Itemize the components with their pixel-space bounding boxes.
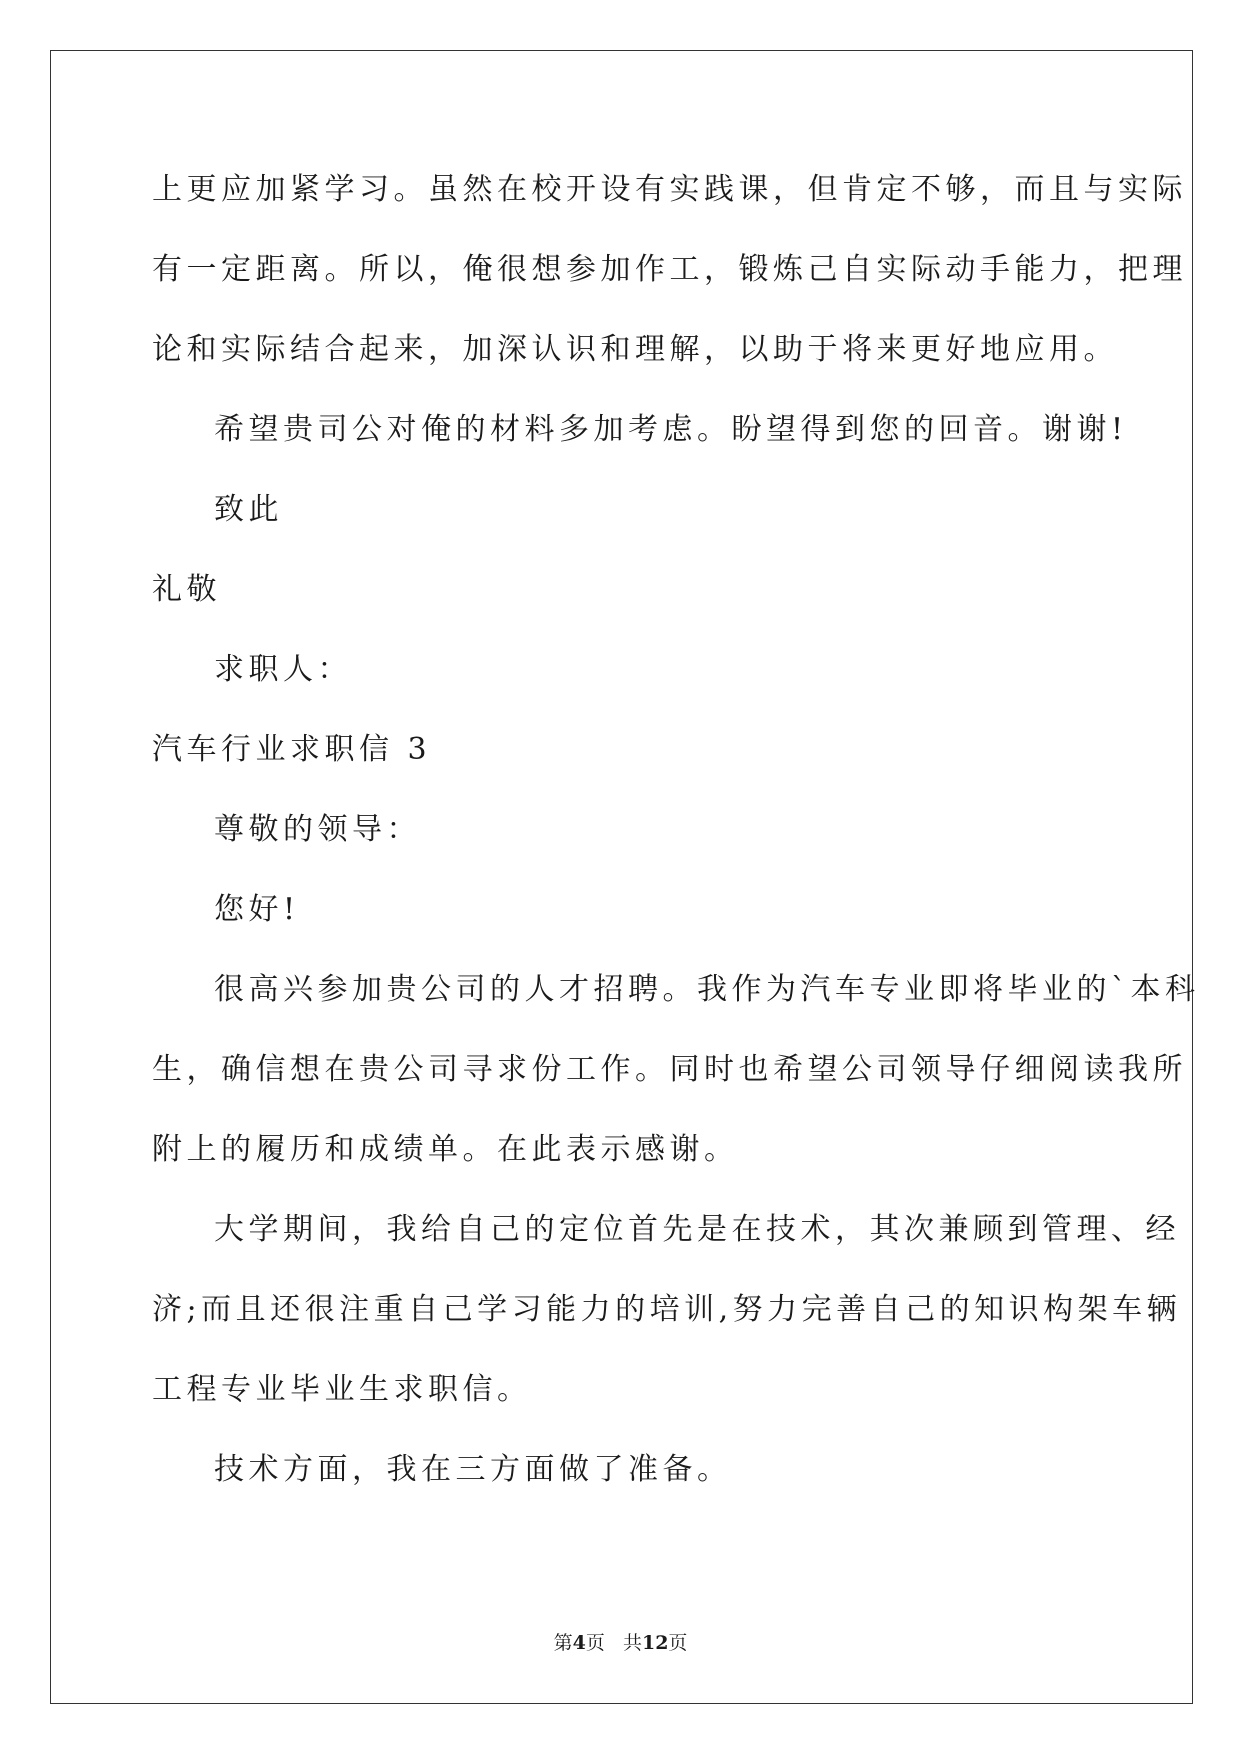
text-line: 济;而且还很注重自己学习能力的培训,努力完善自己的知识构架车辆: [152, 1292, 1182, 1327]
greeting-line: 您好!: [214, 892, 300, 927]
greeting-line: 尊敬的领导：: [214, 812, 421, 847]
total-suffix: 页: [668, 1632, 688, 1654]
total-prefix: 共: [622, 1632, 642, 1654]
text-line: 论和实际结合起来，加深认识和理解，以助于将来更好地应用。: [152, 332, 1118, 367]
closing-line: 致此: [214, 492, 283, 527]
page-number: 4: [572, 1632, 586, 1654]
paragraph-line: 很高兴参加贵公司的人才招聘。我作为汽车专业即将毕业的`本科: [214, 972, 1200, 1007]
signature-line: 求职人：: [214, 652, 352, 687]
page-prefix: 第: [553, 1632, 573, 1654]
paragraph-line: 希望贵司公对俺的材料多加考虑。盼望得到您的回音。谢谢!: [214, 412, 1128, 447]
text-line: 上更应加紧学习。虽然在校开设有实践课，但肯定不够，而且与实际: [152, 172, 1187, 207]
page-footer: [0, 1630, 1241, 1656]
text-line: 有一定距离。所以，俺很想参加作工，锻炼己自实际动手能力，把理: [152, 252, 1187, 287]
text-line: 附上的履历和成绩单。在此表示感谢。: [152, 1132, 739, 1167]
text-line: 生，确信想在贵公司寻求份工作。同时也希望公司领导仔细阅读我所: [152, 1052, 1187, 1087]
text-line: 工程专业毕业生求职信。: [152, 1372, 532, 1407]
paragraph-line: 大学期间，我给自己的定位首先是在技术，其次兼顾到管理、经: [214, 1212, 1180, 1247]
paragraph-line: 技术方面，我在三方面做了准备。: [214, 1452, 732, 1487]
salutation-line: 礼敬: [152, 572, 221, 607]
page-suffix: 页: [585, 1632, 605, 1654]
section-heading: 汽车行业求职信 3: [152, 732, 432, 767]
total-pages: 12: [641, 1632, 669, 1654]
